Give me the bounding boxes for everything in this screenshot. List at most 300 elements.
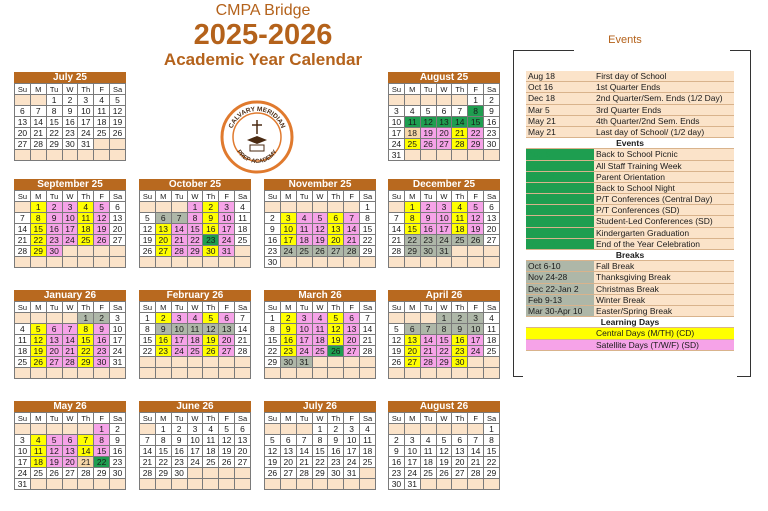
week-row [140, 368, 251, 379]
day-cell: 27 [15, 139, 31, 150]
event-row-date: Aug 11-15 [526, 161, 594, 171]
empty-day-cell [328, 479, 344, 490]
empty-day-cell [219, 479, 235, 490]
weekday-label: M [30, 84, 46, 95]
day-cell: 27 [235, 457, 251, 468]
weekday-header-row [140, 302, 251, 313]
empty-day-cell [312, 202, 328, 213]
day-cell: 22 [155, 457, 171, 468]
day-cell: 3 [78, 95, 94, 106]
weekday-label: F [94, 302, 110, 313]
weekday-label: W [62, 191, 78, 202]
empty-day-cell [171, 357, 187, 368]
day-cell: 7 [235, 313, 251, 324]
weekday-label: Su [140, 413, 156, 424]
day-cell: 19 [219, 446, 235, 457]
day-cell: 4 [484, 313, 500, 324]
empty-day-cell [46, 257, 62, 268]
empty-day-cell [203, 479, 219, 490]
empty-day-cell [389, 368, 405, 379]
month-title: July 25 [14, 72, 126, 83]
day-cell: 10 [436, 213, 452, 224]
week-row [15, 346, 126, 357]
day-cell: 27 [46, 357, 62, 368]
day-cell: 26 [140, 246, 156, 257]
empty-day-cell [468, 424, 484, 435]
break-row-date: Dec 22-Jan 2 [526, 284, 594, 294]
weekday-header-row [389, 84, 500, 95]
empty-day-cell [296, 257, 312, 268]
month-title: January 26 [14, 290, 126, 301]
day-cell: 11 [187, 324, 203, 335]
day-cell: 15 [265, 335, 281, 346]
day-cell: 19 [312, 235, 328, 246]
empty-day-cell [404, 424, 420, 435]
empty-day-cell [62, 313, 78, 324]
empty-day-cell [171, 368, 187, 379]
day-cell: 4 [30, 435, 46, 446]
day-cell: 3 [219, 202, 235, 213]
empty-day-cell [155, 257, 171, 268]
weekday-label: Th [328, 413, 344, 424]
break-row-date: Mar 30-Apr 10 [526, 306, 594, 316]
weekday-label: W [436, 84, 452, 95]
day-cell: 16 [328, 446, 344, 457]
day-cell: 25 [78, 235, 94, 246]
weekday-header-row [265, 191, 376, 202]
day-cell: 30 [389, 479, 405, 490]
day-cell: 15 [155, 446, 171, 457]
day-cell: 29 [312, 468, 328, 479]
month-grid [139, 190, 251, 268]
day-cell: 9 [203, 213, 219, 224]
day-cell: 20 [328, 235, 344, 246]
day-cell: 28 [62, 357, 78, 368]
day-cell: 5 [203, 313, 219, 324]
empty-day-cell [265, 202, 281, 213]
weekday-label: W [187, 191, 203, 202]
weekday-label: Th [452, 191, 468, 202]
day-cell: 20 [15, 128, 31, 139]
weekday-label: M [155, 302, 171, 313]
day-cell: 23 [452, 346, 468, 357]
weekday-label: Su [140, 191, 156, 202]
empty-day-cell [404, 150, 420, 161]
weekday-header-row [389, 302, 500, 313]
day-cell: 20 [404, 346, 420, 357]
day-cell: 1 [360, 202, 376, 213]
day-cell: 7 [360, 313, 376, 324]
empty-day-cell [344, 202, 360, 213]
day-cell: 8 [484, 435, 500, 446]
day-cell: 1 [312, 424, 328, 435]
day-cell: 26 [219, 457, 235, 468]
empty-day-cell [30, 257, 46, 268]
day-cell: 13 [235, 435, 251, 446]
day-cell: 12 [30, 335, 46, 346]
empty-day-cell [452, 246, 468, 257]
week-row [140, 257, 251, 268]
day-cell: 1 [140, 313, 156, 324]
weekday-header-row [389, 191, 500, 202]
day-cell: 11 [452, 213, 468, 224]
day-cell: 6 [404, 324, 420, 335]
day-cell: 16 [155, 335, 171, 346]
day-cell: 6 [344, 313, 360, 324]
day-cell: 29 [265, 357, 281, 368]
empty-day-cell [15, 424, 31, 435]
day-cell: 23 [203, 235, 219, 246]
day-cell: 24 [62, 235, 78, 246]
weekday-label: Su [15, 302, 31, 313]
month-grid [264, 190, 376, 268]
empty-day-cell [452, 150, 468, 161]
empty-day-cell [94, 139, 110, 150]
day-cell: 1 [404, 202, 420, 213]
week-row [140, 446, 251, 457]
day-cell: 25 [404, 139, 420, 150]
day-cell: 22 [94, 457, 110, 468]
day-cell: 1 [187, 202, 203, 213]
week-row [265, 246, 376, 257]
day-cell: 13 [155, 224, 171, 235]
key-date-row [526, 71, 734, 82]
weekday-label: Th [203, 413, 219, 424]
day-cell: 12 [328, 324, 344, 335]
day-cell: 16 [203, 224, 219, 235]
day-cell: 27 [280, 468, 296, 479]
week-row [389, 446, 500, 457]
day-cell: 8 [312, 435, 328, 446]
day-cell: 18 [420, 457, 436, 468]
weekday-label: Sa [110, 302, 126, 313]
event-row [526, 172, 734, 183]
week-row [389, 324, 500, 335]
key-date-row [526, 93, 734, 104]
empty-day-cell [62, 257, 78, 268]
month-calendar [14, 401, 126, 490]
breaks-heading: Breaks [526, 250, 734, 261]
day-cell: 5 [30, 324, 46, 335]
event-row-text: Back to School Night [594, 183, 734, 193]
weekday-label: W [62, 84, 78, 95]
day-cell: 21 [78, 457, 94, 468]
empty-day-cell [30, 424, 46, 435]
day-cell: 3 [296, 313, 312, 324]
weekday-label: Th [78, 191, 94, 202]
day-cell: 27 [452, 468, 468, 479]
day-cell: 29 [30, 246, 46, 257]
key-date-row-date: Oct 16 [526, 82, 594, 92]
empty-day-cell [360, 479, 376, 490]
key-date-row-text: Last day of School/ (1/2 day) [594, 127, 734, 137]
weekday-label: Th [452, 302, 468, 313]
day-cell: 20 [219, 335, 235, 346]
month-calendar [14, 179, 126, 268]
week-row [265, 346, 376, 357]
weekday-label: F [344, 413, 360, 424]
empty-day-cell [360, 368, 376, 379]
empty-day-cell [78, 150, 94, 161]
week-row [389, 117, 500, 128]
weekday-label: F [94, 413, 110, 424]
day-cell: 24 [344, 457, 360, 468]
empty-day-cell [344, 357, 360, 368]
weekday-label: Sa [484, 413, 500, 424]
events-title: Events [608, 34, 642, 46]
week-row [140, 435, 251, 446]
day-cell: 7 [78, 435, 94, 446]
day-cell: 23 [94, 346, 110, 357]
weekday-label: Su [389, 84, 405, 95]
day-cell: 13 [280, 446, 296, 457]
day-cell: 26 [46, 468, 62, 479]
event-row [526, 216, 734, 227]
day-cell: 29 [46, 139, 62, 150]
day-cell: 24 [468, 346, 484, 357]
day-cell: 31 [404, 479, 420, 490]
empty-day-cell [389, 95, 405, 106]
weekday-label: Tu [46, 413, 62, 424]
day-cell: 20 [344, 335, 360, 346]
empty-day-cell [62, 368, 78, 379]
month-title: November 25 [264, 179, 376, 190]
day-cell: 27 [484, 235, 500, 246]
day-cell: 9 [328, 435, 344, 446]
weekday-label: F [468, 302, 484, 313]
day-cell: 11 [15, 335, 31, 346]
learning-days-heading: Learning Days [526, 317, 734, 328]
day-cell: 26 [110, 128, 126, 139]
day-cell: 25 [235, 235, 251, 246]
svg-text:PREP ACADEMY: PREP ACADEMY [235, 149, 279, 166]
day-cell: 14 [78, 446, 94, 457]
empty-day-cell [436, 95, 452, 106]
day-cell: 21 [140, 457, 156, 468]
week-row [389, 313, 500, 324]
weekday-label: Sa [484, 191, 500, 202]
weekday-label: W [436, 191, 452, 202]
empty-day-cell [235, 357, 251, 368]
day-cell: 6 [219, 313, 235, 324]
day-cell: 26 [420, 139, 436, 150]
day-cell: 25 [312, 346, 328, 357]
week-row [265, 368, 376, 379]
empty-day-cell [46, 150, 62, 161]
week-row [265, 468, 376, 479]
month-grid [14, 301, 126, 379]
week-row [265, 335, 376, 346]
month-calendar [14, 290, 126, 379]
weekday-label: Tu [46, 302, 62, 313]
key-date-row-text: 1st Quarter Ends [594, 82, 734, 92]
empty-day-cell [389, 257, 405, 268]
day-cell: 7 [344, 213, 360, 224]
event-row-text: Kindergarten Graduation [594, 228, 734, 238]
day-cell: 4 [404, 106, 420, 117]
day-cell: 10 [171, 324, 187, 335]
event-row-date: Mar 26 [526, 216, 594, 226]
weekday-label: Sa [235, 302, 251, 313]
empty-day-cell [140, 424, 156, 435]
empty-day-cell [187, 479, 203, 490]
month-grid [264, 301, 376, 379]
day-cell: 4 [203, 424, 219, 435]
day-cell: 18 [452, 224, 468, 235]
weekday-label: W [312, 191, 328, 202]
day-cell: 31 [344, 468, 360, 479]
day-cell: 10 [468, 324, 484, 335]
day-cell: 30 [171, 468, 187, 479]
day-cell: 29 [78, 357, 94, 368]
svg-text:CALVARY MERIDIAN: CALVARY MERIDIAN [227, 105, 287, 130]
school-year: 2025-2026 [193, 19, 333, 51]
day-cell: 5 [110, 95, 126, 106]
day-cell: 18 [360, 446, 376, 457]
month-calendar [264, 401, 376, 490]
day-cell: 27 [219, 346, 235, 357]
week-row [15, 468, 126, 479]
day-cell: 22 [30, 235, 46, 246]
weekday-label: Su [389, 413, 405, 424]
weekday-label: Tu [171, 302, 187, 313]
weekday-label: Tu [171, 413, 187, 424]
empty-day-cell [468, 479, 484, 490]
day-cell: 8 [436, 324, 452, 335]
day-cell: 1 [46, 95, 62, 106]
day-cell: 26 [203, 346, 219, 357]
month-calendar [264, 290, 376, 379]
day-cell: 30 [328, 468, 344, 479]
day-cell: 6 [62, 435, 78, 446]
day-cell: 15 [360, 224, 376, 235]
empty-day-cell [94, 257, 110, 268]
day-cell: 1 [30, 202, 46, 213]
day-cell: 13 [344, 324, 360, 335]
day-cell: 16 [110, 446, 126, 457]
event-row [526, 161, 734, 172]
day-cell: 23 [484, 128, 500, 139]
event-row-date: Aug 8 [526, 149, 594, 159]
day-cell: 17 [468, 335, 484, 346]
empty-day-cell [235, 468, 251, 479]
day-cell: 17 [296, 335, 312, 346]
empty-day-cell [110, 368, 126, 379]
empty-day-cell [78, 246, 94, 257]
day-cell: 30 [62, 139, 78, 150]
empty-day-cell [436, 150, 452, 161]
day-cell: 29 [187, 246, 203, 257]
day-cell: 2 [280, 313, 296, 324]
weekday-header-row [265, 413, 376, 424]
weekday-header-row [15, 302, 126, 313]
day-cell: 12 [94, 213, 110, 224]
day-cell: 25 [187, 346, 203, 357]
day-cell: 26 [468, 235, 484, 246]
day-cell: 5 [265, 435, 281, 446]
day-cell: 24 [110, 346, 126, 357]
week-row [140, 313, 251, 324]
weekday-label: F [344, 191, 360, 202]
day-cell: 18 [484, 335, 500, 346]
day-cell: 10 [389, 117, 405, 128]
day-cell: 15 [468, 117, 484, 128]
day-cell: 30 [420, 246, 436, 257]
day-cell: 22 [265, 346, 281, 357]
empty-day-cell [219, 468, 235, 479]
day-cell: 27 [155, 246, 171, 257]
day-cell: 27 [328, 246, 344, 257]
day-cell: 21 [420, 346, 436, 357]
day-cell: 15 [30, 224, 46, 235]
empty-day-cell [404, 257, 420, 268]
day-cell: 19 [140, 235, 156, 246]
empty-day-cell [328, 357, 344, 368]
day-cell: 21 [30, 128, 46, 139]
week-row [265, 424, 376, 435]
week-row [15, 106, 126, 117]
day-cell: 3 [436, 202, 452, 213]
events-frame-bottom [513, 376, 751, 377]
day-cell: 6 [155, 213, 171, 224]
day-cell: 19 [436, 457, 452, 468]
break-row [526, 295, 734, 306]
academy-seal-logo [220, 100, 294, 174]
day-cell: 20 [46, 346, 62, 357]
day-cell: 22 [436, 346, 452, 357]
day-cell: 19 [110, 117, 126, 128]
week-row [265, 313, 376, 324]
day-cell: 6 [280, 435, 296, 446]
week-row [15, 128, 126, 139]
day-cell: 11 [404, 117, 420, 128]
day-cell: 15 [436, 335, 452, 346]
day-cell: 11 [78, 213, 94, 224]
day-cell: 16 [171, 446, 187, 457]
key-date-row-date: May 21 [526, 127, 594, 137]
week-row [265, 202, 376, 213]
day-cell: 11 [484, 324, 500, 335]
day-cell: 7 [140, 435, 156, 446]
week-row [265, 213, 376, 224]
day-cell: 19 [46, 457, 62, 468]
day-cell: 18 [203, 446, 219, 457]
day-cell: 14 [468, 446, 484, 457]
day-cell: 29 [404, 246, 420, 257]
day-cell: 25 [420, 468, 436, 479]
day-cell: 8 [404, 213, 420, 224]
weekday-header-row [140, 191, 251, 202]
day-cell: 10 [78, 106, 94, 117]
day-cell: 25 [30, 468, 46, 479]
key-date-row-date: Aug 18 [526, 71, 594, 81]
day-cell: 27 [404, 357, 420, 368]
day-cell: 5 [468, 202, 484, 213]
empty-day-cell [468, 257, 484, 268]
day-cell: 2 [328, 424, 344, 435]
month-grid [14, 83, 126, 161]
empty-day-cell [187, 357, 203, 368]
day-cell: 7 [296, 435, 312, 446]
day-cell: 2 [171, 424, 187, 435]
empty-day-cell [468, 357, 484, 368]
day-cell: 6 [110, 202, 126, 213]
month-title: May 26 [14, 401, 126, 412]
day-cell: 1 [436, 313, 452, 324]
day-cell: 17 [171, 335, 187, 346]
day-cell: 7 [452, 106, 468, 117]
day-cell: 8 [265, 324, 281, 335]
